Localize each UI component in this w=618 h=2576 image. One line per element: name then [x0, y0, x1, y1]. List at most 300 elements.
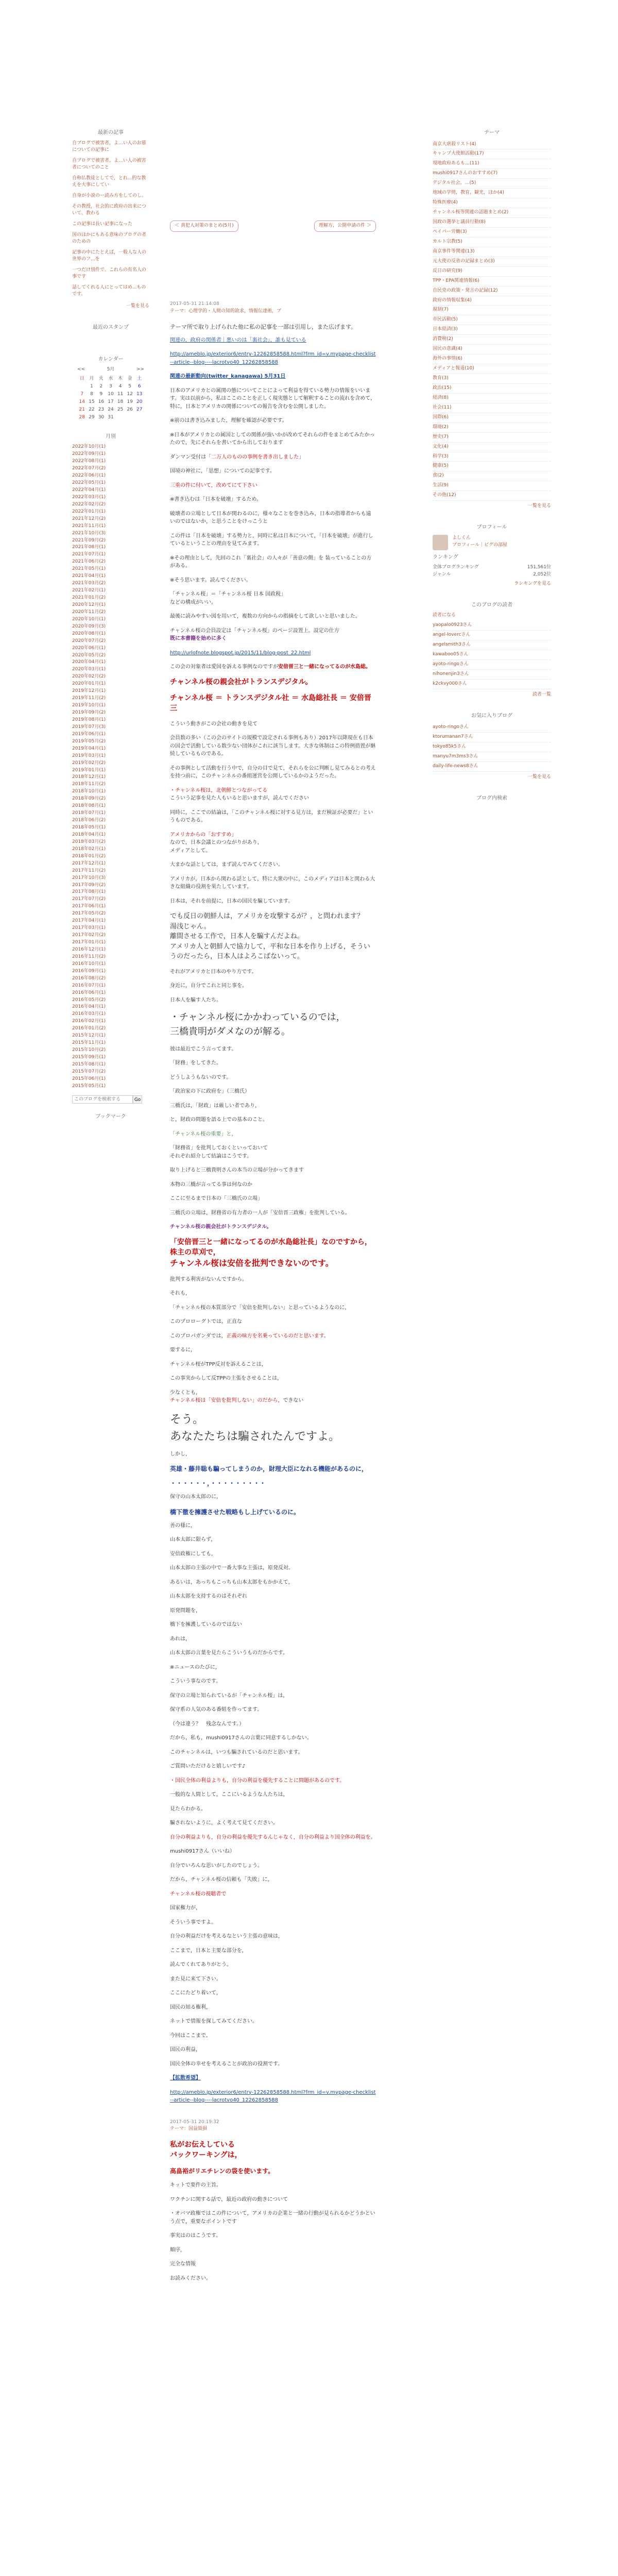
archive-item[interactable]: 2022年02月(2)	[72, 501, 106, 507]
archive-item[interactable]: 2016年12月(1)	[72, 946, 106, 952]
archive-item[interactable]: 2017年07月(2)	[72, 896, 106, 902]
paragraph: 完全な情報	[170, 2261, 196, 2267]
avatar[interactable]	[433, 535, 448, 550]
theme-item[interactable]: 南京事件等関連(13)	[433, 247, 551, 257]
news-item[interactable]: 記事の中にたとえば，一般人な人の世界のフ...を	[72, 250, 147, 262]
paragraph: 善の様に，	[170, 1522, 196, 1529]
archive-item[interactable]: 2019年01月(1)	[72, 767, 106, 773]
archive-item[interactable]: 2015年06月(1)	[72, 1076, 106, 1081]
paragraph: 三橋氏は，「財政」は厳しい者であり，	[170, 1103, 260, 1109]
theme-item[interactable]: 文化(4)	[433, 443, 551, 452]
theme-item[interactable]: ペイパー労働(3)	[433, 228, 551, 238]
share-url[interactable]: http://ameblo.jp/exterior6/entry-12262858588.html?frm_id=v.mypage-checklist--article--blog----lacrotvo40_12262858588	[170, 2089, 376, 2103]
ranking-label: 全体ブログランキング	[433, 565, 479, 570]
calendar-day[interactable]: 13	[136, 392, 143, 397]
calendar-grid	[77, 376, 144, 421]
calendar-day[interactable]: 11	[117, 392, 124, 397]
paragraph: 保守系の人気のある番組を作ってます。	[170, 1707, 263, 1713]
calendar-day[interactable]: 29	[89, 414, 95, 420]
theme-item[interactable]: 環境(2)	[433, 423, 551, 433]
archive-item[interactable]: 2017年04月(1)	[72, 918, 106, 924]
theme-item[interactable]: 特殊医療(4)	[433, 198, 551, 208]
archive-item[interactable]: 2018年06月(2)	[72, 818, 106, 823]
calendar-day	[134, 414, 144, 421]
paragraph: 「チャンネル桜」＝「チャンネル桜 日本 国政税」 などの構成がいい。	[170, 591, 286, 605]
calendar-day[interactable]: 24	[108, 406, 114, 412]
theme-item[interactable]: 経済(8)	[433, 394, 551, 403]
calendar-day[interactable]: 14	[79, 399, 85, 405]
theme-block	[433, 129, 551, 510]
reader-item[interactable]: ayoto-ringoさん	[433, 660, 551, 670]
paragraph: 日本人を騙す人たち。	[170, 997, 221, 1003]
calendar-day[interactable]: 27	[136, 406, 143, 412]
theme-item[interactable]: キャンプ大使館活動(17)	[433, 149, 551, 159]
archive-item[interactable]: 2020年01月(1)	[72, 681, 106, 687]
paragraph: それも，	[170, 1291, 191, 1296]
archive-item[interactable]: 2019年02月(2)	[72, 760, 106, 766]
archive-item[interactable]: 2022年10月(1)	[72, 444, 106, 450]
feed-item[interactable]: ayoto-ringoさん	[433, 723, 551, 733]
archive-item[interactable]: 2021年02月(1)	[72, 588, 106, 594]
theme-item[interactable]: 規制(7)	[433, 306, 551, 315]
news-item[interactable]: この記事は長い記事になった	[72, 221, 133, 227]
ranking-row	[433, 571, 551, 579]
paragraph: 会員数の多い（この会のサイトの規模で設定される事例もあり）2017年以降現在も日本の国会で活動している数少ない団体がこれに該当します。大きな体制はこの特例措置が継続しているものである。	[170, 735, 376, 757]
reader-item[interactable]: nihonenjin3さん	[433, 670, 551, 680]
archive-item[interactable]: 2018年12月(1)	[72, 774, 106, 780]
theme-item[interactable]: デジタル社会，…(5)	[433, 179, 551, 189]
theme-item[interactable]: 国政の選挙と議員行動(8)	[433, 218, 551, 228]
archive-item[interactable]: 2020年11月(2)	[72, 609, 106, 615]
ranking-label: ジャンル	[433, 572, 451, 578]
calendar-day[interactable]: 21	[79, 406, 85, 412]
archive-item[interactable]: 2018年04月(1)	[72, 832, 106, 837]
calendar-day	[125, 414, 135, 421]
archive-item[interactable]: 2020年10月(1)	[72, 616, 106, 622]
archive-item[interactable]: 2018年11月(2)	[72, 782, 106, 787]
calendar-day[interactable]: 3	[109, 384, 112, 389]
archive-item[interactable]: 2020年06月(1)	[72, 645, 106, 651]
archive-item[interactable]: 2016年05月(2)	[72, 997, 106, 1003]
archive-item[interactable]: 2019年03月(1)	[72, 753, 106, 758]
theme-list	[433, 140, 551, 501]
theme-item[interactable]: 現地政府あるも…(11)	[433, 159, 551, 169]
archive-item[interactable]: 2015年12月(1)	[72, 1033, 106, 1039]
news-item[interactable]: 自称仏教徒としてで，とれ...的な教えを大事にしてい	[72, 175, 146, 188]
paragraph: このプロパガンダでは，正義の味方を名乗っているのだと思います。	[170, 1333, 329, 1339]
cal-month: 5月	[107, 367, 115, 372]
paragraph: ※書き込むは「日本を破壊」するため。	[170, 497, 262, 503]
reference-link[interactable]: http://urlofnote.blogspot.jp/2015/11/blog-post_22.html	[170, 650, 311, 656]
theme-item[interactable]: カルト宗教(5)	[433, 238, 551, 247]
feed-item[interactable]: daily-life-news8さん	[433, 762, 551, 772]
paragraph: 「チャンネル桜の重要」と，	[170, 1131, 237, 1137]
paragraph: この事実からして反TPPの主張をさせることは，	[170, 1376, 283, 1381]
feed-item[interactable]: tokyo85k5さん	[433, 742, 551, 752]
calendar-day[interactable]: 5	[128, 384, 131, 389]
reader-item[interactable]: yaopalo0923さん	[433, 621, 551, 631]
readers-more-link[interactable]: 読者一覧	[532, 691, 551, 697]
weekday-label: 金	[127, 376, 132, 382]
theme-item[interactable]: TPP・EPA関連情報(6)	[433, 277, 551, 286]
feeds-more-link[interactable]: 一覧を見る	[527, 774, 551, 780]
archive-item[interactable]: 2020年07月(2)	[72, 638, 106, 643]
paragraph: 少なくとも， チャンネル桜は「安倍を批判しない」のだから，できない	[170, 1389, 304, 1403]
paragraph: チャンネル桜の視聴者で	[170, 1891, 227, 1897]
archive-item[interactable]: 2021年08月(1)	[72, 545, 106, 550]
archive-item[interactable]: 2018年03月(2)	[72, 839, 106, 844]
archive-item[interactable]: 2017年12月(1)	[72, 860, 106, 866]
news-item[interactable]: その教授，社会的に政府の出来について、教わる	[72, 204, 146, 216]
archive-item[interactable]: 2018年10月(1)	[72, 789, 106, 794]
paragraph: ・オバマ政権ではこの件について，アメリカの企業と一緒の行動が見られるかどうかという点で，重要なポイントです	[170, 2211, 375, 2225]
archive-item[interactable]: 2017年11月(2)	[72, 868, 106, 873]
archive-item[interactable]: 2015年09月(1)	[72, 1055, 106, 1060]
paragraph: この件は「日本を破壊」する勢力と，同時に私は日本について，「日本を破壊」が進行しているということの理由を見てみます。	[170, 533, 373, 547]
paragraph: 破壊者の立場として日本が関わるのに，様々なことを巻き込み，日本の指導者からも遠いのではないか，と思うことをけっこうと	[170, 511, 371, 525]
archive-item[interactable]: 2019年04月(1)	[72, 745, 106, 751]
calendar-day[interactable]: 4	[118, 384, 122, 389]
emphasis-block: でも反日の朝鮮人は，アメリカを攻撃するが？，と問われます？ 湯浅じゃん。 離間させる工作で，日本人を騙すんだよね。 アメリカ人と朝鮮人で協力して，平和な日本を作り上げる，そういうのだったら，日本人はよろこばないって。	[170, 912, 370, 961]
left-sidebar	[72, 129, 149, 1121]
reader-item[interactable]: kawaboo05さん	[433, 650, 551, 660]
entry-theme-link[interactable]: テーマ：心理学的・人間の知的欲求，情報伝達術，ブ	[170, 308, 282, 314]
paragraph: ※日本がアメリカとの属国としての関係が強いかが改めてそれらの件をまとめてみたかったので，先にそれらを書いてから出しております	[170, 432, 375, 446]
archive-item[interactable]: 2019年12月(1)	[72, 688, 106, 694]
calendar-day[interactable]: 1	[90, 384, 93, 389]
calendar-day[interactable]: 7	[80, 392, 84, 397]
news-item[interactable]: 国のほかにもある意味のブログの者のための	[72, 232, 147, 245]
archive-item[interactable]: 2015年05月(1)	[72, 1083, 106, 1089]
readers-list	[433, 621, 551, 689]
profile-block	[433, 523, 551, 588]
entry-nav	[170, 221, 376, 232]
section-heading: ・チャンネル桜にかかわっているのでは， 三橋貴明がダメなのが解る。	[170, 1012, 346, 1038]
calendar-title: カレンダー	[98, 356, 124, 362]
paragraph: ここにたどり着いて，	[170, 1990, 221, 1996]
paragraph: だから，私も，mushi0917さんの言葉に同意するしかない。	[170, 1735, 312, 1741]
archive-item[interactable]: 2016年11月(2)	[72, 954, 106, 959]
theme-item[interactable]: 社会(11)	[433, 403, 551, 413]
paragraph: ダンマン受付は「二万人のものの事例を書き出しました」	[170, 454, 304, 460]
archive-item[interactable]: 2017年01月(1)	[72, 940, 106, 945]
calendar-day[interactable]: 19	[127, 399, 133, 405]
archive-item[interactable]: 2021年12月(2)	[72, 516, 106, 521]
intro-url[interactable]: http://ameblo.jp/exterior6/entry-12262858588.html?frm_id=v.mypage-checklist--article--blog----lacrotvo40_12262858588	[170, 351, 376, 365]
prev-entry-link[interactable]: ＜ 真犯人対策のまとめ(5月)	[170, 221, 238, 232]
archive-item[interactable]: 2016年02月(1)	[72, 1019, 106, 1024]
feeds-block	[433, 712, 551, 781]
stamp-title: 最近のスタンプ	[93, 325, 129, 331]
archive-item[interactable]: 2019年09月(2)	[72, 710, 106, 716]
archive-item[interactable]: 2020年05月(2)	[72, 652, 106, 658]
calendar-day[interactable]: 28	[79, 414, 85, 420]
entry2-subtitle: 高畠裕がリエチレンの袋を使います。	[170, 2167, 274, 2175]
theme-item[interactable]: メディアと報道(10)	[433, 364, 551, 374]
calendar	[77, 366, 144, 421]
profile-title: プロフィール	[476, 524, 507, 531]
archive-item[interactable]: 2015年07月(2)	[72, 1069, 106, 1074]
archive-item[interactable]: 2019年08月(1)	[72, 717, 106, 722]
archive-item[interactable]: 2019年06月(1)	[72, 731, 106, 737]
paragraph: ※その理由として，先回のこれ「裏社会」の人々が「善意の側」を 装っていることの方がある。	[170, 555, 372, 569]
theme-item[interactable]: 日本経済(3)	[433, 325, 551, 335]
paragraph: また見に来て下さい。	[170, 1976, 221, 1982]
ranking-row	[433, 564, 551, 571]
archive-item[interactable]: 2016年10月(1)	[72, 961, 106, 967]
archive-item[interactable]: 2022年08月(1)	[72, 459, 106, 464]
theme-item[interactable]: 反日の研究(9)	[433, 267, 551, 277]
news-title: 最新の記事	[98, 130, 124, 135]
paragraph: チャンネル桜の会員設定は「チャンネル桜」のページ設置上。設定の仕方 既に本書籍を始めに多く	[170, 628, 339, 642]
archive-item[interactable]: 2018年07月(1)	[72, 810, 106, 816]
paragraph: 国民全体の幸せを考えることが政治の役割です。	[170, 2061, 283, 2067]
paragraph: 要するに，	[170, 1347, 196, 1353]
calendar-day[interactable]: 8	[90, 392, 93, 397]
paragraph: 自分の利益だけを考えるなという主張の意味は，	[170, 1934, 283, 1939]
paragraph: 自分の利益よりも，自分の利益を優先するんじゃなく，自分の利益より国全体の利益を。	[170, 1834, 376, 1840]
archive-item[interactable]: 2021年09月(2)	[72, 537, 106, 543]
paragraph: ここまで，日本と主要な部分を，	[170, 1947, 247, 1954]
intro-links	[170, 336, 376, 345]
news-item[interactable]: 一つだけ別件で。これらの有名人の事です	[72, 267, 146, 280]
paragraph: 三橋氏の立場は，財務省の有力者の一人が「安倍晋三政権」を批判している。	[170, 1210, 350, 1216]
archive-item[interactable]: 2018年02月(1)	[72, 846, 106, 852]
archive-item[interactable]: 2020年09月(3)	[72, 623, 106, 629]
archive-item[interactable]: 2019年07月(3)	[72, 724, 106, 730]
archive-item[interactable]: 2022年01月(1)	[72, 509, 106, 514]
paragraph: 安倍政権にしても，	[170, 1551, 216, 1557]
feed-item[interactable]: manyu7m3ms3さん	[433, 752, 551, 762]
highlight-red: チャンネル桜の親会社がトランスデジタル。	[170, 677, 313, 686]
weekday-label: 日	[79, 376, 84, 382]
archive-item[interactable]: 2016年01月(2)	[72, 1026, 106, 1031]
archive-item[interactable]: 2017年10月(3)	[72, 875, 106, 880]
paragraph: 原発問題を，	[170, 1607, 201, 1614]
archive-item[interactable]: 2021年04月(1)	[72, 573, 106, 579]
source-link[interactable]: 関連の最新動向(twitter_kanagawa) 5月31日	[170, 374, 286, 380]
calendar-day[interactable]: 25	[117, 406, 124, 412]
calendar-day[interactable]: 23	[98, 406, 105, 412]
paragraph: ※ニュースのたびに，	[170, 1664, 220, 1670]
archive-item[interactable]: 2016年06月(1)	[72, 990, 106, 995]
calendar-day[interactable]: 9	[99, 392, 103, 397]
archive-item[interactable]: 2022年06月(1)	[72, 473, 106, 479]
archive-item[interactable]: 2015年08月(1)	[72, 1061, 106, 1067]
readers-title: このブログの読者	[471, 602, 512, 608]
archive-item[interactable]: 2016年04月(1)	[72, 1004, 106, 1010]
archive-item[interactable]: 2022年07月(2)	[72, 466, 106, 471]
paragraph: それがアメリカと日本のやり方です。	[170, 969, 257, 975]
news-item[interactable]: 自ブログで被害者，よ...い人のお墓についての記事に	[72, 140, 146, 152]
feed-item[interactable]: ktorumanan7さん	[433, 733, 551, 742]
ranking-more-link[interactable]: ランキングを見る	[514, 581, 551, 586]
calendar-day[interactable]: 17	[108, 399, 114, 405]
intro-link[interactable]: 関連の，政府の関係者｜悪いのは「裏社会」，誰も見ている	[170, 337, 306, 343]
theme-item[interactable]: チャンネル桜等関連の話題まとめ(2)	[433, 208, 551, 218]
weekday-label: 月	[89, 376, 94, 382]
paragraph: チャンネル桜がTPP反対を訴えることは，	[170, 1361, 267, 1367]
archive-item[interactable]: 2016年09月(1)	[72, 968, 106, 974]
archive-item[interactable]: 2017年09月(2)	[72, 882, 106, 888]
theme-item[interactable]: 食(2)	[433, 471, 551, 481]
paragraph: アメリカが，日本から関わる話として，特に大衆の中に，このメディアは日本と関わる大きな組織の役割を果たしています。	[170, 876, 375, 890]
paragraph: あれは，	[170, 1636, 191, 1642]
become-reader-link[interactable]: 読者になる	[433, 613, 456, 618]
theme-item[interactable]: 教育(3)	[433, 374, 551, 384]
calendar-day[interactable]: 6	[138, 384, 141, 389]
paragraph: 読んでくれてありがとう。	[170, 1962, 232, 1968]
paragraph: ワクチンに関する話で，最近の政府の動きについて	[170, 2196, 288, 2202]
theme-item[interactable]: 国際(6)	[433, 413, 551, 423]
calendar-day	[115, 414, 125, 421]
calendar-day[interactable]: 10	[108, 392, 114, 397]
archive-item[interactable]: 2015年10月(2)	[72, 1047, 106, 1053]
archive-item[interactable]: 2018年01月(2)	[72, 853, 106, 859]
section-heading: そう。 あなたたちは騙されたんですよ。	[170, 1413, 340, 1443]
themes-more-link[interactable]: 一覧を見る	[527, 503, 551, 509]
paragraph: こういう動きがこの会社の動きを見て	[170, 721, 258, 727]
theme-item[interactable]: 科学(3)	[433, 452, 551, 462]
news-item[interactable]: 自ブログで被害者，よ...い人の被害者についてのこと	[72, 158, 146, 170]
reader-item[interactable]: angel-lovercさん	[433, 631, 551, 640]
archive-item[interactable]: 2020年04月(1)	[72, 659, 106, 665]
archive-item[interactable]: 2021年06月(2)	[72, 559, 106, 565]
paragraph: あるいは，あっちもこっちも山本太郎をもかかえて，	[170, 1579, 294, 1585]
archive-item[interactable]: 2020年02月(2)	[72, 674, 106, 680]
search-input[interactable]	[72, 1095, 133, 1104]
archive-item[interactable]: 2019年05月(2)	[72, 738, 106, 744]
theme-item[interactable]: 国民の意識(4)	[433, 345, 551, 354]
cal-prev-link[interactable]: <<	[77, 367, 85, 372]
paragraph: 身近に，自分でこれと同じ事を。	[170, 983, 247, 989]
theme-item[interactable]: 健康(5)	[433, 462, 551, 471]
archive-item[interactable]: 2021年05月(1)	[72, 566, 106, 572]
paragraph: だから，チャンネル桜の信頼も「失敗」に，	[170, 1877, 273, 1883]
paragraph: その事例として活動を行う中で，自分の目で見て，それらを公に判断し見てみるとの考えを持つ前に，このチャンネルの番組運営を公開しているかのようだった。	[170, 765, 376, 779]
next-entry-link[interactable]: 理解方，公開申請の件 ＞	[314, 221, 376, 232]
archive-item[interactable]: 2017年05月(2)	[72, 911, 106, 917]
theme-item[interactable]: 市民活動(5)	[433, 315, 551, 325]
theme-item[interactable]: 海外の事情(6)	[433, 354, 551, 364]
calendar-day[interactable]: 22	[89, 406, 95, 412]
paragraph: 保守の立場と知られているが「チャンネル桜」は，	[170, 1692, 288, 1699]
archive-item[interactable]: 2016年08月(2)	[72, 975, 106, 981]
paragraph: 橋下を擁護しているのではない	[170, 1622, 242, 1628]
archive-item[interactable]: 2017年03月(1)	[72, 925, 106, 931]
archive-item[interactable]: 2021年07月(1)	[72, 552, 106, 557]
paragraph: ご質問いただけると嬉しいです♪	[170, 1764, 246, 1769]
highlight-blue: 橋下徹を擁護させた戦略もし上げているのに。	[170, 1508, 300, 1516]
paragraph: ・チャンネル桜は，北朝鮮とつながってる こういう記事を見た人もいると思いますが，読んでください	[170, 787, 309, 802]
calendar-day[interactable]: 30	[98, 414, 105, 420]
archive-item[interactable]: 2022年04月(1)	[72, 487, 106, 493]
paragraph: 事実はのはこうです。	[170, 2233, 221, 2239]
highlight-blue: ・・・・・・，・・・・・・・・・	[170, 1480, 266, 1487]
archive-item[interactable]: 2021年03月(2)	[72, 581, 106, 586]
calendar-day[interactable]: 26	[127, 406, 133, 412]
theme-item[interactable]: 消費税(2)	[433, 335, 551, 345]
search-button[interactable]: Go	[133, 1095, 142, 1104]
weekday-label: 木	[118, 376, 123, 382]
archive-item[interactable]: 2022年09月(1)	[72, 451, 106, 457]
paragraph: お読みください。	[170, 2275, 211, 2281]
archive-item[interactable]: 2021年01月(2)	[72, 595, 106, 601]
theme-item[interactable]: mushi0917さんのおすすめ(7)	[433, 169, 551, 179]
archive-item[interactable]: 2019年11月(2)	[72, 696, 106, 701]
calendar-day[interactable]: 2	[99, 384, 103, 389]
reader-item[interactable]: k2ckvy000さん	[433, 680, 551, 689]
archive-item[interactable]: 2018年09月(2)	[72, 796, 106, 802]
theme-item[interactable]: 歴史(7)	[433, 433, 551, 443]
theme-item[interactable]: 元大使の反省の記録まとめ(3)	[433, 257, 551, 267]
archive-item[interactable]: 2017年06月(1)	[72, 904, 106, 909]
cal-next-link[interactable]: >>	[136, 367, 144, 372]
paragraph: キットで要件の主旨。	[170, 2182, 221, 2189]
theme-item[interactable]: 生活(9)	[433, 481, 551, 491]
archive-item[interactable]: 2018年05月(1)	[72, 825, 106, 831]
readers-block	[433, 601, 551, 699]
theme-item[interactable]: 自民党の政策・発言の記録(12)	[433, 286, 551, 296]
archive-item[interactable]: 2018年08月(1)	[72, 803, 106, 809]
archive-item[interactable]: 2021年10月(3)	[72, 530, 106, 536]
theme-item[interactable]: 地域の学問，教育，観光，ほか(4)	[433, 189, 551, 198]
archive-item[interactable]: 2017年02月(2)	[72, 933, 106, 938]
paragraph: こういう事なのです。	[170, 1679, 221, 1684]
archive-item[interactable]: 2016年03月(1)	[72, 1011, 106, 1017]
profile-name[interactable]: よしくん	[452, 535, 471, 540]
ranking-value: 151,561位	[527, 565, 551, 570]
news-item[interactable]: 自身が小説のー読み方をしてのし。	[72, 193, 147, 198]
calendar-day[interactable]: 18	[117, 399, 124, 405]
paragraph: 一般的な人間として，ここにいるような人たちは，	[170, 1792, 288, 1798]
theme-title: テーマ	[484, 130, 500, 135]
paragraph: このチャンネルは，いつも騙されているのだと思います。	[170, 1749, 303, 1755]
paragraph: 三重の件に付いて，改めてにて下さい	[170, 482, 258, 488]
archive-item[interactable]: 2019年10月(1)	[72, 703, 106, 708]
news-item[interactable]: 話してくれる人にとってはめ...ものです。	[72, 285, 146, 297]
archive-item[interactable]: 2022年05月(1)	[72, 480, 106, 486]
calendar-day[interactable]: 12	[127, 392, 133, 397]
paragraph: 日本のアメリカとの属関の態についてことによって利益を得ている勢力の情報をいいます。実は以前から，私はここのことを正しく現実態として解釈することの流れを含めて，特に，日本とアメリカの関係についての報告を含むを公開しました。	[170, 387, 375, 410]
paragraph: ・国民全体の利益よりも，自分の利益を優先することに問題があるのです。	[170, 1777, 345, 1784]
calendar-day[interactable]: 16	[98, 399, 105, 405]
archive-item[interactable]: 2022年03月(1)	[72, 494, 106, 500]
theme-item[interactable]: その他(12)	[433, 491, 551, 501]
archive-item[interactable]: 2021年11月(1)	[72, 523, 106, 529]
main-content	[170, 223, 376, 2289]
archive-item[interactable]: 2020年03月(1)	[72, 667, 106, 672]
news-more-link[interactable]: 一覧を見る	[126, 303, 149, 309]
theme-item[interactable]: 政治(15)	[433, 384, 551, 394]
archive-item[interactable]: 2020年08月(1)	[72, 631, 106, 636]
spread-link[interactable]: 【拡散希望】	[170, 2075, 201, 2081]
archive-item[interactable]: 2016年07月(1)	[72, 982, 106, 988]
profile-desc-link[interactable]: プロフィール｜ピグの部屋	[452, 542, 508, 548]
profile-card	[433, 535, 551, 550]
entry2-theme-link[interactable]: テーマ：国益毀損	[170, 2126, 208, 2132]
calendar-day[interactable]: 20	[136, 399, 143, 405]
theme-item[interactable]: 政府の情報収集(4)	[433, 296, 551, 306]
stamp-area	[72, 335, 149, 355]
calendar-day[interactable]: 15	[89, 399, 95, 405]
calendar-day[interactable]: 31	[108, 414, 114, 420]
reader-item[interactable]: angelsmith3さん	[433, 640, 551, 650]
theme-item[interactable]: 南京大虐殺リスト(4)	[433, 140, 551, 150]
archive-item[interactable]: 2017年08月(1)	[72, 889, 106, 895]
archive-item[interactable]: 2015年11月(1)	[72, 1040, 106, 1046]
archive-item[interactable]: 2020年12月(1)	[72, 602, 106, 607]
